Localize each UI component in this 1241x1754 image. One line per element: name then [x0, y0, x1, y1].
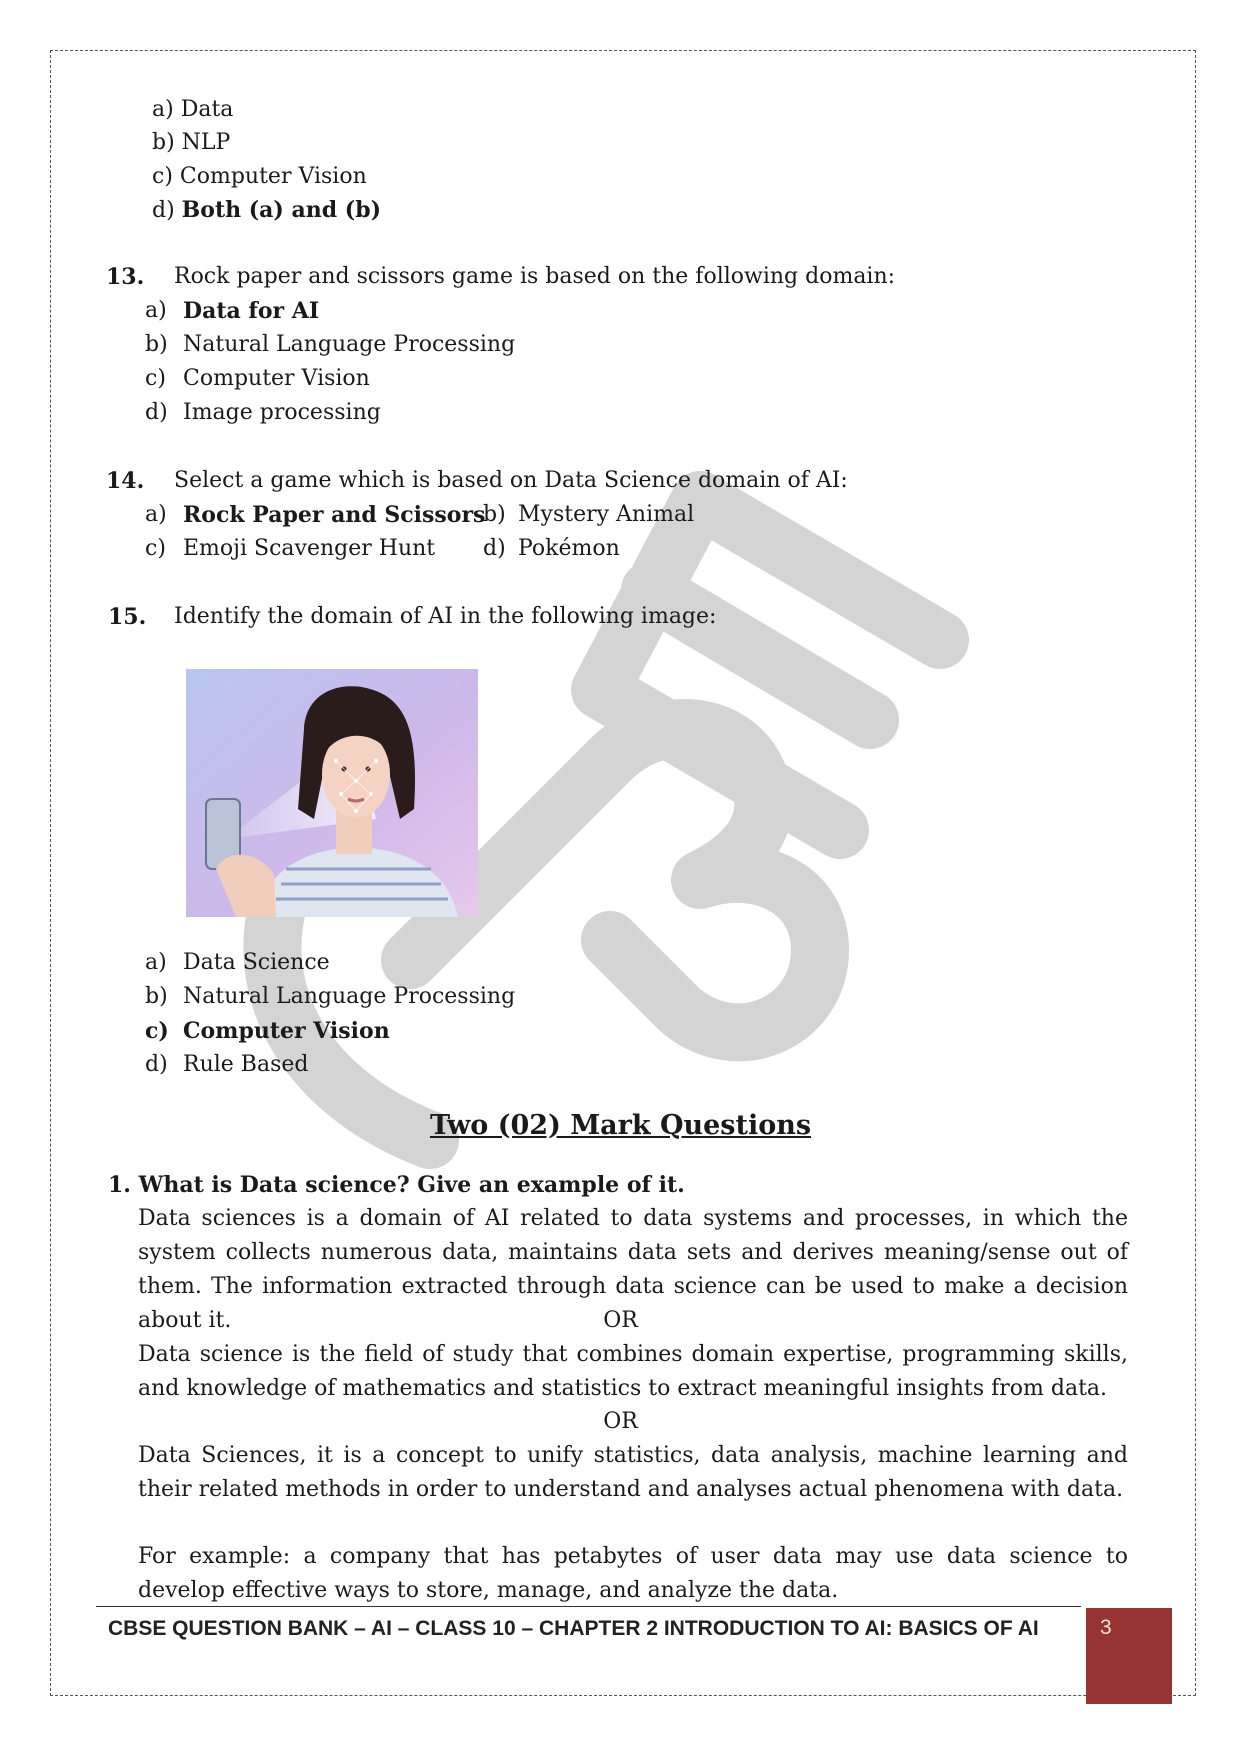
example-paragraph: [138, 1540, 1128, 1608]
question-text: Select a game which is based on Data Science domain of AI:: [174, 468, 848, 493]
footer-title: CBSE QUESTION BANK – AI – CLASS 10 – CHAPTER 2 INTRODUCTION TO AI: BASICS OF AI: [108, 1617, 1039, 1640]
question-number: 15.: [108, 604, 147, 630]
option-letter: d): [145, 400, 168, 425]
question-text: 1. What is Data science? Give an example of it.: [108, 1172, 685, 1198]
option-b: b) NLP: [152, 130, 231, 155]
answer-text: Data sciences is a domain of AI related to data systems and processes, in which the system collects numerous data, maintains data sets and derives meaning/sense out of them. The information extracted through data science can be used to make a decision about it.: [138, 1206, 1128, 1333]
option-letter: b): [145, 332, 168, 357]
or-divider: OR: [603, 1308, 638, 1333]
option-c: c) Computer Vision: [152, 164, 367, 189]
option-letter: d): [145, 1052, 168, 1077]
option-text: Mystery Animal: [518, 502, 695, 527]
option-letter: b): [483, 502, 506, 527]
section-heading: Two (02) Mark Questions: [429, 1110, 812, 1141]
question-text: Identify the domain of AI in the following image:: [174, 604, 717, 629]
option-text: Rule Based: [183, 1052, 309, 1077]
option-text: Natural Language Processing: [183, 332, 516, 357]
option-letter: b): [145, 984, 168, 1009]
question-number: 14.: [106, 468, 145, 494]
option-letter: c): [145, 366, 166, 391]
answer-paragraph: [138, 1338, 1128, 1406]
correct-answer: Both (a) and (b): [181, 197, 381, 223]
option-text: Pokémon: [518, 536, 620, 561]
correct-answer: Computer Vision: [183, 1018, 390, 1044]
example-text: For example: a company that has petabytes of user data may use data science to develop effective ways to store, manage, and analyze the data.: [138, 1544, 1128, 1603]
option-letter: a): [145, 502, 167, 527]
answer-paragraph: [138, 1439, 1128, 1507]
option-a: a) Data: [152, 97, 234, 122]
option-d: [152, 195, 381, 226]
face-recognition-photo: [186, 669, 478, 917]
answer-text: Data Sciences, it is a concept to unify statistics, data analysis, machine learning and their related methods in order to understand and analyses actual phenomena with data.: [138, 1443, 1128, 1502]
correct-answer: Rock Paper and Scissors: [183, 502, 486, 528]
option-text: Image processing: [183, 400, 381, 425]
footer-divider: [96, 1606, 1081, 1607]
option-text: Natural Language Processing: [183, 984, 516, 1009]
option-letter: d): [152, 198, 175, 223]
option-text: Emoji Scavenger Hunt: [183, 536, 436, 561]
option-text: Computer Vision: [183, 366, 370, 391]
option-letter: a): [145, 298, 167, 323]
option-letter: c): [145, 1018, 169, 1044]
or-divider: OR: [603, 1409, 638, 1434]
option-text: Data Science: [183, 950, 330, 975]
answer-text: Data science is the field of study that combines domain expertise, programming skills, and knowledge of mathematics and statistics to extract meaningful insights from data.: [138, 1342, 1128, 1401]
option-letter: d): [483, 536, 506, 561]
page-number: 3: [1086, 1608, 1172, 1704]
option-letter: c): [145, 536, 166, 561]
question-number: 13.: [106, 264, 145, 290]
question-text: Rock paper and scissors game is based on the following domain:: [174, 264, 896, 289]
option-letter: a): [145, 950, 167, 975]
correct-answer: Data for AI: [183, 298, 320, 324]
